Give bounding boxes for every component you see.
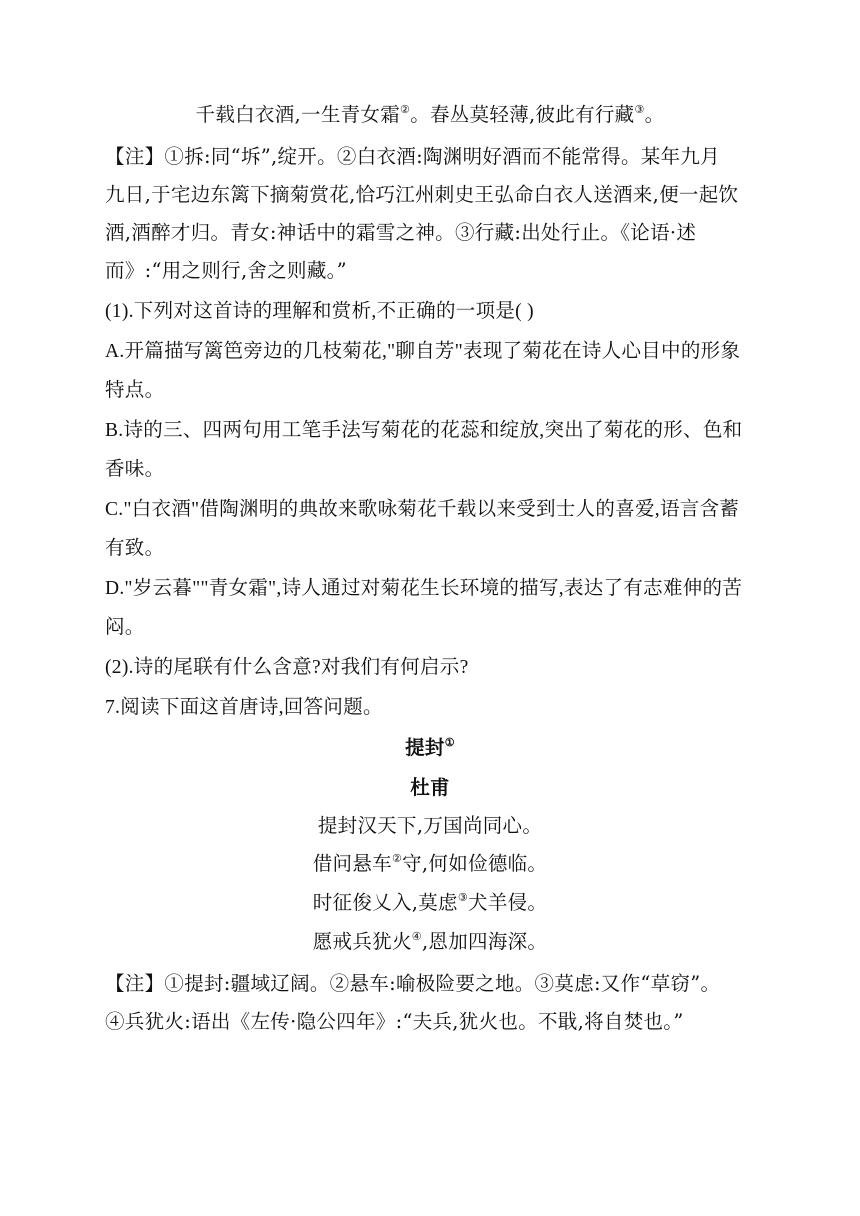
poem-line (0, 849, 860, 879)
poem-text: 犬羊侵。 (468, 891, 548, 914)
poem-text: 提封汉天下,万国尚同心。 (317, 814, 543, 837)
poem-last-line (0, 100, 860, 130)
poem-text: 时征俊乂入,莫虑 (312, 891, 458, 914)
option-a-cont: 特点。 (105, 378, 165, 401)
option-d: D."岁云暮""青女霜",诗人通过对菊花生长环境的描写,表达了有志难伸的苦 (105, 578, 743, 599)
poem-text: 。春丛莫轻薄,彼此有行藏 (410, 103, 635, 126)
note-line: 酒,酒醉才归。青女:神话中的霜雪之神。③行藏:出处行止。《论语·述 (105, 221, 697, 244)
poem-line (0, 888, 860, 918)
poem-text: 。 (644, 103, 665, 126)
question-7-prompt: 7.阅读下面这首唐诗,回答问题。 (105, 697, 383, 718)
note-line: 【注】①拆:同“坼”,绽开。②白衣酒:陶渊明好酒而不能常得。某年九月 (105, 145, 720, 168)
option-c: C."白衣酒"借陶渊明的典故来歌咏菊花千载以来受到士人的喜爱,语言含蓄 (105, 499, 740, 520)
poem-text: 借问悬车 (312, 852, 392, 875)
question-1: (1).下列对这首诗的理解和赏析,不正确的一项是( ) (105, 301, 534, 322)
poem-text: 守,何如俭德临。 (402, 852, 548, 875)
footnote-ref: ④ (411, 929, 422, 943)
poem-line (0, 927, 860, 957)
footnote-ref: ② (400, 102, 411, 116)
footnote-ref: ① (444, 735, 455, 749)
option-d-cont: 闷。 (105, 615, 145, 638)
footnote-ref: ② (391, 851, 403, 865)
poem-text: 愿戒兵犹火 (312, 930, 412, 953)
option-c-cont: 有致。 (105, 536, 165, 559)
option-a: A.开篇描写篱笆旁边的几枝菊花,"聊自芳"表现了菊花在诗人心目中的形象 (105, 341, 741, 362)
option-b-cont: 香味。 (105, 457, 165, 480)
footnote-ref: ③ (457, 890, 469, 904)
note-line: 【注】①提封:疆域辽阔。②悬车:喻极险要之地。③莫虑:又作“草窃”。 (105, 972, 721, 995)
poem-author: 杜甫 (410, 776, 450, 799)
option-b: B.诗的三、四两句用工笔手法写菊花的花蕊和绽放,突出了菊花的形、色和 (105, 420, 743, 441)
question-2: (2).诗的尾联有什么含意?对我们有何启示? (105, 657, 469, 678)
poem-text: 千载白衣酒,一生青女霜 (195, 103, 401, 126)
poem-title (0, 733, 860, 763)
footnote-ref: ③ (634, 102, 645, 116)
note-line: 而》:“用之则行,舍之则藏。” (105, 259, 347, 282)
poem-title-text: 提封 (405, 736, 445, 759)
poem-text: ,恩加四海深。 (421, 930, 548, 953)
note-line: 九日,于宅边东篱下摘菊赏花,恰巧江州刺史王弘命白衣人送酒来,便一起饮 (105, 183, 739, 206)
note-line: ④兵犹火:语出《左传·隐公四年》:“夫兵,犹火也。不戢,将自焚也。” (105, 1010, 684, 1033)
poem-line (0, 811, 860, 841)
